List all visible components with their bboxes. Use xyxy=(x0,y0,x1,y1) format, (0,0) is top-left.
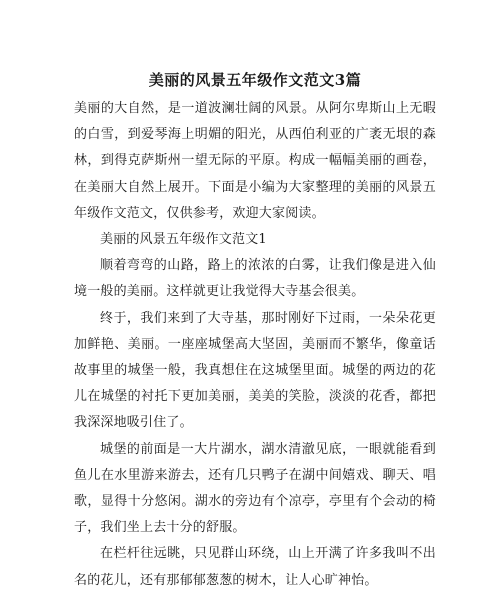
section-heading: 美丽的风景五年级作文范文1 xyxy=(100,232,267,248)
intro-paragraph: 美丽的大自然，是一道波澜壮阔的风景。从阿尔卑斯山上无暇的白雪，到爱琴海上明媚的阳光，从西伯利亚的广袤无垠的森林，到得克萨斯州一望无际的平原。构成一幅幅美丽的画卷，在美丽大自然上展开。下面是小编为大家整理的美丽的风景五年级作文范文，仅供参考，欢迎大家阅读。 xyxy=(74,101,436,221)
body-paragraph: 在栏杆往远眺，只见群山环绕，山上开满了许多我叫不出名的花儿，还有那郁郁葱葱的树木，让人心旷神怡。 xyxy=(74,546,436,588)
body-paragraph: 顺着弯弯的山路，路上的浓浓的白雾，让我们像是进入仙境一般的美丽。这样就更让我觉得大寺基会很美。 xyxy=(74,258,436,300)
body-paragraph: 城堡的前面是一大片湖水，湖水清澈见底，一眼就能看到鱼儿在水里游来游去，还有几只鸭子在湖中间嬉戏、聊天、唱歌，显得十分悠闲。湖水的旁边有个凉亭，亭里有个会动的椅子，我们坐上去十分的舒服。 xyxy=(74,441,436,536)
body-paragraph: 终于，我们来到了大寺基，那时刚好下过雨，一朵朵花更加鲜艳、美丽。一座座城堡高大坚固，美丽而不繁华，像童话故事里的城堡一般，我真想住在这城堡里面。城堡的两边的花儿在城堡的衬托下更加美丽，美美的笑脸，淡淡的花香，都把我深深地吸引住了。 xyxy=(74,310,436,431)
document-title: 美丽的风景五年级作文范文3篇 xyxy=(148,71,362,89)
